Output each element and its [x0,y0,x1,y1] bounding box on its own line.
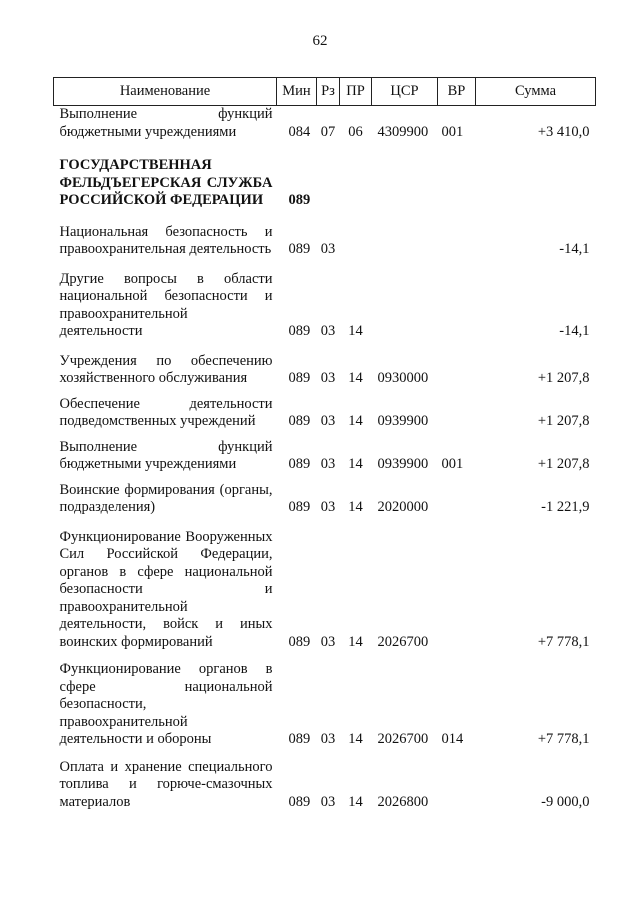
row-rz: 03 [320,499,336,515]
row-vr: 001 [441,123,464,140]
row-min: 089 [288,633,311,650]
row-sum: +1 207,8 [537,413,590,429]
row-pr: 14 [348,499,363,515]
row-rz: 03 [320,633,336,650]
page-number: 62 [312,33,328,49]
header-vr: ВР [438,78,476,106]
row-csr: 2020000 [377,499,429,515]
row-name: Другие вопросы в области национальной безопасности и правоохранительной деятельности [59,270,273,339]
row-sum: +1 207,8 [537,370,590,386]
header-name: Наименование [54,78,277,106]
row-min: 084 [288,123,311,140]
row-sum: +7 778,1 [537,633,590,650]
row-pr [340,157,372,210]
row-sum: +3 410,0 [537,123,590,140]
row-pr: 14 [348,456,363,472]
row-rz [317,157,340,210]
row-name: Функционирование Вооруженных Сил Российской Федерации, органов в сфере национальной безопасности и правоохранительной деятельности, войск и иных воинских формирований [59,528,273,650]
row-name: ГОСУДАРСТВЕННАЯ ФЕЛЬДЪЕГЕРСКАЯ СЛУЖБА РОССИЙСКОЙ ФЕДЕРАЦИИ [59,157,273,208]
row-pr: 14 [348,413,363,429]
table-header-row [54,78,596,106]
row-vr [438,353,476,388]
row-rz: 03 [320,241,336,257]
row-sum: +1 207,8 [537,456,590,472]
row-name: Национальная безопасность и правоохранительная деятельность [59,223,273,257]
row-rz: 03 [320,323,336,339]
row-pr: 14 [348,793,363,810]
table-row [54,157,596,210]
row-spacer [54,210,596,224]
row-spacer [54,651,596,661]
row-csr: 0930000 [377,370,429,386]
row-rz: 03 [320,370,336,386]
table-row [54,353,596,388]
row-min: 089 [288,793,311,810]
row-name: Учреждения по обеспечению хозяйственного обслуживания [59,352,273,386]
row-pr: 14 [348,323,363,339]
row-min: 089 [288,370,311,386]
row-sum: +7 778,1 [537,731,590,747]
row-pr [340,224,372,259]
row-sum: -9 000,0 [541,793,590,810]
row-sum [476,157,596,210]
row-spacer [54,341,596,353]
row-pr: 14 [348,633,363,650]
row-min: 089 [288,456,311,472]
row-spacer [54,749,596,759]
header-rz: Рз [317,78,340,106]
row-sum: -14,1 [559,323,590,339]
row-csr: 2026700 [377,731,429,747]
row-name: Оплата и хранение специального топлива и горюче-смазочных материалов [59,758,273,810]
row-rz: 03 [320,793,336,810]
row-name: Функционирование органов в сфере национальной безопасности, правоохранительной деятельности и обороны [59,661,273,747]
row-pr: 06 [348,123,363,140]
header-pr: ПР [340,78,372,106]
row-rz: 03 [320,456,336,472]
row-sum: -1 221,9 [541,499,590,515]
row-spacer [54,388,596,396]
row-spacer [54,141,596,157]
row-rz: 03 [320,413,336,429]
row-rz: 03 [320,731,336,747]
row-min: 089 [288,413,311,429]
row-csr [372,271,438,341]
row-spacer [54,259,596,271]
table-row [54,224,596,259]
row-min: 089 [288,323,311,339]
row-spacer [54,474,596,482]
header-sum: Сумма [476,78,596,106]
row-pr: 14 [348,370,363,386]
table-body [54,106,596,812]
table-row [54,106,596,142]
row-csr [372,157,438,210]
row-name: Выполнение функций бюджетными учреждениями [59,438,273,472]
row-vr [438,759,476,812]
row-vr [438,271,476,341]
header-min: Мин [277,78,317,106]
row-sum: -14,1 [559,241,590,257]
row-name: Выполнение функций бюджетными учреждениями [59,106,273,140]
row-spacer [54,517,596,529]
row-vr: 014 [441,731,464,747]
row-vr [438,224,476,259]
table-row [54,482,596,517]
table-row [54,271,596,341]
row-csr: 0939900 [377,413,429,429]
row-csr: 4309900 [377,123,429,140]
row-min: 089 [288,731,311,747]
table-row [54,439,596,474]
table-row [54,529,596,652]
row-vr [438,482,476,517]
row-csr: 2026800 [377,793,429,810]
table-row [54,396,596,431]
row-pr: 14 [348,731,363,747]
row-vr: 001 [441,456,464,472]
row-spacer [54,431,596,439]
table-row [54,759,596,812]
row-vr [438,396,476,431]
row-min: 089 [288,499,311,515]
row-min: 089 [288,241,311,257]
row-csr: 0939900 [377,456,429,472]
row-csr [372,224,438,259]
row-min: 089 [288,192,311,208]
row-csr: 2026700 [377,633,429,650]
row-vr [438,529,476,652]
row-rz: 07 [320,123,336,140]
row-name: Обеспечение деятельности подведомственных учреждений [59,395,273,429]
row-vr [438,157,476,210]
row-name: Воинские формирования (органы, подразделения) [59,481,273,515]
budget-table [53,77,596,811]
header-csr: ЦСР [372,78,438,106]
table-row [54,661,596,749]
